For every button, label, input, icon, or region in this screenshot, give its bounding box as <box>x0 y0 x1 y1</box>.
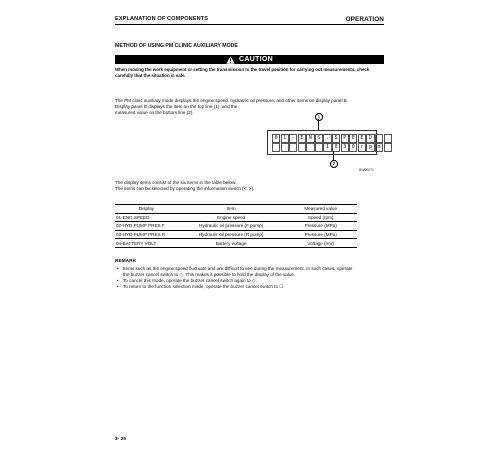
table-cell: Pressure (MPa) <box>284 230 357 239</box>
lcd-cell: G <box>315 134 323 143</box>
caution-text-line: When moving the work equipment or setting the transmission to the travel position for carrying out measurements, check <box>115 67 370 72</box>
lcd-cell: r <box>358 143 366 152</box>
lcd-cell <box>384 134 392 143</box>
figure-id: BW00071 <box>359 168 374 172</box>
table-cell: 04-BATTERY VOLT <box>115 239 178 248</box>
lcd-cell: D <box>366 134 374 143</box>
lcd-cell: 1 <box>323 143 331 152</box>
table-cell: 01-ENG.SPEED <box>115 213 178 222</box>
table-row <box>115 239 357 248</box>
lcd-cell: 3 <box>341 143 349 152</box>
intro-paragraph <box>115 98 387 116</box>
remark-line: To return to the function selection mode, operate the buzzer cancel switch to ☐. <box>123 284 285 289</box>
table-row <box>115 213 357 222</box>
bullet-icon: • <box>117 284 119 289</box>
lcd-cell <box>306 143 314 152</box>
lcd-cell <box>375 134 383 143</box>
lcd-cell: E <box>298 134 306 143</box>
table-intro-line: The display items consist of the six items in the table below. <box>115 180 237 185</box>
lcd-cell: 0 <box>272 134 280 143</box>
table-cell: Engine speed <box>178 213 284 222</box>
lcd-cell: p <box>366 143 374 152</box>
lcd-cell: 8 <box>332 143 340 152</box>
bullet-icon: • <box>117 266 119 271</box>
remark-heading: REMARK <box>115 259 137 264</box>
bullet-icon: • <box>117 278 119 283</box>
table-cell: Pressure (MPa) <box>284 222 357 231</box>
table-cell: Speed (rpm) <box>284 213 357 222</box>
lcd-cell <box>384 143 392 152</box>
display-items-table <box>115 204 357 248</box>
lcd-cell <box>298 143 306 152</box>
table-header: Item <box>178 205 284 214</box>
table-cell: Hydraulic oil pressure (R pump) <box>178 230 284 239</box>
remark-line: To cancel this mode, operate the buzzer cancel switch again to ◇. <box>123 278 257 283</box>
lcd-cell: 1 <box>281 134 289 143</box>
header-section-label: EXPLANATION OF COMPONENTS <box>115 16 209 22</box>
lcd-cell: E <box>349 134 357 143</box>
lcd-cell: - <box>289 134 297 143</box>
remark-item <box>117 284 385 290</box>
caution-text <box>115 67 385 79</box>
intro-line: The PM clinic auxiliary mode displays the engine speed, hydraulic oil pressure, and other items on display panel B. <box>115 98 349 103</box>
callout-1: 1 <box>315 113 323 121</box>
table-row <box>115 230 357 239</box>
display-top-line <box>272 134 392 143</box>
lcd-cell: m <box>375 143 383 152</box>
table-header-row <box>115 205 357 214</box>
table-intro-line: The items can be selected by operating the information switch (<, >). <box>115 186 255 191</box>
caution-banner <box>115 55 384 64</box>
table-cell: Voltage (mV) <box>284 239 357 248</box>
remark-item <box>117 266 385 278</box>
header-rule <box>115 24 384 25</box>
table-row <box>115 222 357 231</box>
lcd-cell: . <box>323 134 331 143</box>
table-intro <box>115 180 387 192</box>
lcd-cell <box>315 143 323 152</box>
lcd-cell: 0 <box>349 143 357 152</box>
display-panel-b <box>267 130 381 155</box>
intro-line: Display panel B displays the item on the top line (1), and the <box>115 104 238 109</box>
page-number: 3- 25 <box>115 437 126 442</box>
intro-line: measured value on the bottom line (2). <box>115 110 194 115</box>
callout-2: 2 <box>330 160 338 168</box>
lcd-cell <box>272 143 280 152</box>
caution-label: CAUTION <box>239 56 273 63</box>
table-header: Display <box>115 205 178 214</box>
lcd-cell: N <box>306 134 314 143</box>
section-title: METHOD OF USING PM CLINIC AUXILIARY MODE <box>115 43 238 49</box>
table-cell: 03-HYD.PUMP PRES R <box>115 230 178 239</box>
remark-line: the buzzer cancel switch to ◇. This makes it possible to hold the display of the value. <box>123 272 296 277</box>
lcd-cell: S <box>332 134 340 143</box>
caution-text-line: carefully that the situation is safe. <box>115 73 186 78</box>
table-cell: Hydraulic oil pressure (F pump) <box>178 222 284 231</box>
lcd-cell: E <box>358 134 366 143</box>
lcd-cell <box>281 143 289 152</box>
remark-list <box>117 266 385 290</box>
header-chapter-label: OPERATION <box>345 16 384 23</box>
table-cell: Battery voltage <box>178 239 284 248</box>
lcd-cell <box>289 143 297 152</box>
warning-triangle-icon <box>226 56 235 64</box>
remark-line: Items such as the engine speed fluctuate and are difficult to see during the measurement. In such cases, operate <box>123 266 353 271</box>
table-header: Measured value <box>284 205 357 214</box>
table-cell: 02-HYD.PUMP PRES F <box>115 222 178 231</box>
lcd-cell: P <box>341 134 349 143</box>
